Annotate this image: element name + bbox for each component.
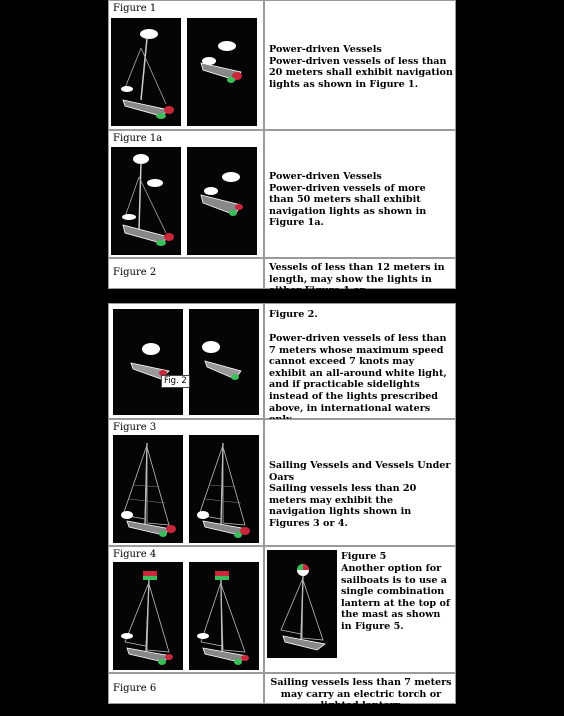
figure-label: Figure 3 <box>113 422 157 433</box>
figure-6-label-cell <box>108 673 264 704</box>
figure-5-cell <box>264 546 456 673</box>
heading: Sailing Vessels and Vessels Under Oars <box>269 460 451 483</box>
sailboat-image-left <box>113 435 183 543</box>
heading: Power-driven Vessels <box>269 44 382 55</box>
figure-2-text-cell <box>264 258 456 297</box>
figure-1-text <box>269 44 453 90</box>
large-powerboat-rear-image <box>187 147 257 255</box>
sailboat-masthead-image-left <box>113 562 183 670</box>
figure-6-text-cell <box>264 673 456 712</box>
sailboat-tricolor-image <box>267 550 337 658</box>
description: Power-driven vessels of less than 7 meters whose maximum speed cannot exceed 7 knots may exhibit an all-around white light, and if practicable sidelights instead of the lights prescribed above, in international waters <box>269 333 447 414</box>
description: Power-driven vessels of less than 20 meters shall exhibit navigation lights as shown in Figure 1. <box>269 55 453 90</box>
description: Vessels of less than 12 meters in length, may show the lights in either Figure 1 or <box>269 262 445 297</box>
figure-1a-text-cell <box>264 130 456 258</box>
figure-2-image-cell <box>108 303 264 419</box>
small-powerboat-image-left <box>113 309 183 415</box>
figure-1a-text <box>269 171 453 229</box>
figure-label: Figure 4 <box>113 549 157 560</box>
powerboat-side-image <box>111 18 181 126</box>
heading: Power-driven Vessels <box>269 171 382 182</box>
description: Power-driven vessels of more than 50 meters shall exhibit navigation lights as shown in Figure 1a. <box>269 182 427 229</box>
description: Sailing vessels less than 7 meters may carry an electric torch or lighted lantern <box>270 677 452 712</box>
figure-label: Figure 2. <box>269 309 318 320</box>
figure-4-cell <box>108 546 264 673</box>
figure-5-label: Figure 5 <box>341 551 387 562</box>
figure-2-label-cell <box>108 258 264 289</box>
figure-label: Figure 6 <box>113 683 157 694</box>
figure-1-cell <box>108 0 264 130</box>
figure-2b-text-cell <box>264 303 456 419</box>
figure-3-cell <box>108 419 264 546</box>
figure-label: Figure 1a <box>113 133 163 144</box>
powerboat-rear-image <box>187 18 257 126</box>
small-powerboat-image-right <box>189 309 259 415</box>
figure-3-text <box>269 460 453 530</box>
description: Sailing vessels less than 20 meters may exhibit the navigation lights shown in Figures 3 or 4. <box>269 483 417 529</box>
panel-top <box>108 0 456 297</box>
description: Another option for sailboats is to use a single combination lantern at the top of the mast as shown in Figure 5. <box>341 563 450 632</box>
figure-1a-cell <box>108 130 264 258</box>
figure-3-text-cell <box>264 419 456 546</box>
figure-1-text-cell <box>264 0 456 130</box>
sailboat-image-right <box>189 435 259 543</box>
figure-label: Figure 1 <box>113 3 157 14</box>
sailboat-masthead-image-right <box>189 562 259 670</box>
figure-label: Figure 2 <box>113 267 157 278</box>
large-powerboat-side-image <box>111 147 181 255</box>
figure-tooltip: Fig. 2 <box>161 375 190 388</box>
panel-bottom <box>108 303 456 712</box>
